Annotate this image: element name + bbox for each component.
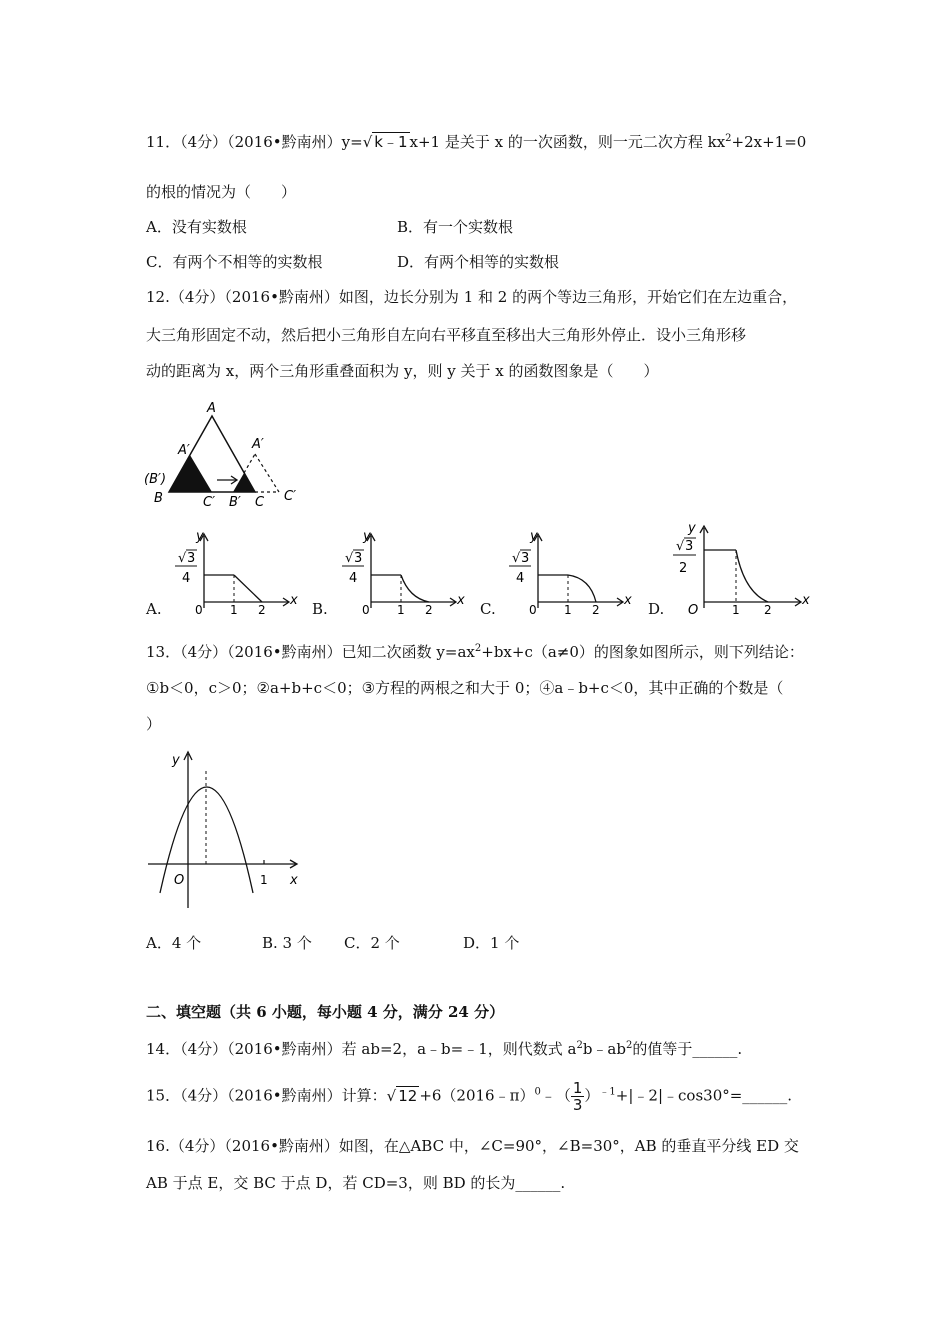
triangles-figure <box>140 398 320 510</box>
svg-text:3: 3 <box>685 539 694 554</box>
svg-text:4: 4 <box>182 571 191 586</box>
label-c2: C′ <box>284 489 297 504</box>
svg-text:2: 2 <box>425 603 433 616</box>
q12-line1: 12.（4分）（2016•黔南州）如图，边长分别为 1 和 2 的两个等边三角形，开始它们在左边重合， <box>146 288 798 306</box>
svg-text:1: 1 <box>260 873 268 887</box>
sqrt-12: √ 12 <box>386 1086 418 1105</box>
q16-line2: AB 于点 E，交 BC 于点 D，若 CD=3，则 BD 的长为______. <box>146 1174 566 1192</box>
svg-text:3: 3 <box>354 551 363 566</box>
q12-line3: 动的距离为 x，两个三角形重叠面积为 y，则 y 关于 x 的函数图象是（ ） <box>146 362 659 380</box>
svg-text:1: 1 <box>397 603 405 616</box>
q13-line1: 13．（4分）（2016•黔南州）已知二次函数 $y=ax^2+bx+c(a\ne 0)$的图象如图所示，则下列结论： <box>146 643 804 661</box>
q11-option-a: A．没有实数根 <box>146 218 247 236</box>
sqrt-k-minus-1: √ k﹣1 <box>362 133 408 151</box>
q15-line: 15．（4分）（2016•黔南州）计算：√ 12 +6（2016﹣π）$^0$﹣（ $\frac{1}{3}$ ）$^{﹣1}$+|﹣2|﹣cos30°=______. <box>146 1079 793 1114</box>
q12-option-b-label: B. <box>312 600 328 618</box>
q12-option-d-label: D. <box>648 600 665 618</box>
label-b2: B′ <box>229 495 241 510</box>
svg-text:0: 0 <box>362 603 370 616</box>
svg-text:3: 3 <box>521 551 530 566</box>
svg-text:y: y <box>172 753 180 768</box>
small-triangle-start <box>169 455 212 492</box>
svg-text:y: y <box>530 529 538 544</box>
svg-text:√: √ <box>345 551 354 566</box>
q11-option-c: C．有两个不相等的实数根 <box>146 253 323 271</box>
label-c1: C′ <box>203 495 216 510</box>
svg-text:1: 1 <box>732 603 740 616</box>
svg-text:O: O <box>688 603 699 616</box>
label-b1: (B′) <box>144 472 167 487</box>
svg-text:y: y <box>688 521 696 536</box>
svg-text:x: x <box>290 873 298 888</box>
svg-text:x: x <box>290 593 298 608</box>
label-a2: A′ <box>252 437 264 452</box>
svg-text:1: 1 <box>564 603 572 616</box>
q13-option-c: C．2 个 <box>344 934 400 952</box>
svg-text:y: y <box>196 529 204 544</box>
q12-option-a-label: A. <box>146 600 162 618</box>
q13-option-d: D．1 个 <box>463 934 520 952</box>
fraction-one-third: $\frac{1}{3}$ <box>572 1079 583 1114</box>
graph-c <box>504 528 634 616</box>
parabola-figure <box>140 748 310 914</box>
q11-option-d: D．有两个相等的实数根 <box>397 253 560 271</box>
q16-line1: 16.（4分）（2016•黔南州）如图，在△ABC 中，∠C=90°，∠B=30°，AB 的垂直平分线 ED 交 <box>146 1137 799 1155</box>
svg-text:1: 1 <box>230 603 238 616</box>
q13-option-b: B. 3 个 <box>262 934 312 952</box>
q12-line2: 大三角形固定不动，然后把小三角形自左向右平移直至移出大三角形外停止．设小三角形移 <box>146 326 747 344</box>
svg-text:2: 2 <box>258 603 266 616</box>
svg-text:2: 2 <box>679 561 688 576</box>
svg-text:0: 0 <box>529 603 537 616</box>
svg-text:x: x <box>802 593 810 608</box>
q11-option-b: B．有一个实数根 <box>397 218 514 236</box>
svg-text:3: 3 <box>187 551 196 566</box>
q13-option-a: A．4 个 <box>146 934 202 952</box>
svg-text:O: O <box>174 873 185 888</box>
q13-line3: ） <box>146 715 162 733</box>
svg-text:0: 0 <box>195 603 203 616</box>
svg-text:4: 4 <box>516 571 525 586</box>
svg-text:2: 2 <box>592 603 600 616</box>
svg-text:√: √ <box>178 551 187 566</box>
small-triangle-overlap <box>233 473 255 492</box>
label-c: C <box>255 495 265 510</box>
label-a1: A′ <box>178 443 190 458</box>
label-a: A <box>207 401 216 416</box>
q11-line1: 11．（4分）（2016•黔南州）y=√ k﹣1 x+1 是关于 x 的一次函数，则一元二次方程 $kx^2+2x+1=0$ <box>146 133 807 151</box>
svg-text:y: y <box>363 529 371 544</box>
section-2-title: 二、填空题（共 6 小题，每小题 4 分，满分 24 分） <box>146 1003 505 1021</box>
q11-line2: 的根的情况为（ ） <box>146 183 297 201</box>
q12-option-c-label: C. <box>480 600 496 618</box>
svg-text:√: √ <box>512 551 521 566</box>
graph-d <box>668 520 810 616</box>
q13-line2: ①b＜0，c＞0；②a+b+c＜0；③方程的两根之和大于 0；④a﹣b+c＜0，其中正确的个数是（ <box>146 679 784 697</box>
svg-text:4: 4 <box>349 571 358 586</box>
q14-line: 14．（4分）（2016•黔南州）若 ab=2，a﹣b=﹣1，则代数式 $a^2b﹣ab^2$的值等于______. <box>146 1040 743 1058</box>
svg-text:√: √ <box>676 539 685 554</box>
svg-text:x: x <box>457 593 465 608</box>
svg-text:x: x <box>624 593 632 608</box>
label-b: B <box>154 491 163 506</box>
graph-a <box>170 528 300 616</box>
graph-b <box>337 528 467 616</box>
svg-text:2: 2 <box>764 603 772 616</box>
